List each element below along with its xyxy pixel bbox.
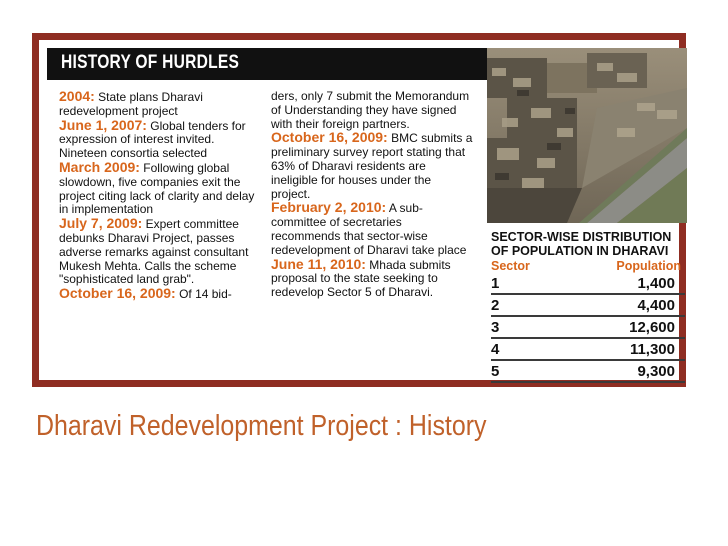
table-row: 2 4,400 <box>491 295 685 317</box>
newspaper-clipping <box>47 48 681 380</box>
column-header-population: Population <box>616 259 681 273</box>
timeline-entry: July 7, 2009: Expert committee debunks Dharavi Project, passes adverse remarks against consultant Mukesh Mehta. Calls the scheme "sophisticated land grab". <box>59 215 249 287</box>
dharavi-aerial-photo <box>487 48 687 223</box>
column-header-sector: Sector <box>491 259 530 273</box>
timeline-entry: 2004: State plans Dharavi redevelopment project <box>59 88 203 118</box>
table-row: 4 11,300 <box>491 339 685 361</box>
table-title: SECTOR-WISE DISTRIBUTION OF POPULATION IN DHARAVI <box>491 230 672 258</box>
table-row: 5 9,300 <box>491 361 685 383</box>
timeline-entry: June 1, 2007: Global tenders for expression of interest invited. Nineteen consortia selected <box>59 116 246 161</box>
clipping-frame <box>32 33 686 387</box>
timeline-entry: June 11, 2010: Mhada submits proposal to the state seeking to redevelop Sector 5 of Dharavi. <box>271 255 451 300</box>
table-header <box>491 259 685 273</box>
slide-caption: Dharavi Redevelopment Project : History <box>36 410 487 442</box>
timeline-entry: October 16, 2009: BMC submits a preliminary survey report stating that 63% of Dharavi residents are ineligible for houses under the project. <box>271 129 473 201</box>
timeline-entry: March 2009: Following global slowdown, five companies exit the project citing lack of clarity and delay in implementation <box>59 158 255 217</box>
timeline-entry: October 16, 2009: Of 14 bid- <box>59 285 232 302</box>
header-band <box>47 48 487 80</box>
timeline-column-2 <box>271 90 473 300</box>
population-table <box>491 230 685 383</box>
timeline-entry: ders, only 7 submit the Memorandum of Understanding they have signed with their foreign partners. <box>271 89 470 131</box>
clipping-header: HISTORY OF HURDLES <box>61 52 240 73</box>
timeline-entry: February 2, 2010: A sub-committee of secretaries recommends that sector-wise redevelopment of Dharavi take place <box>271 199 467 257</box>
table-row: 1 1,400 <box>491 273 685 295</box>
timeline-column-1 <box>59 90 257 302</box>
table-row: 3 12,600 <box>491 317 685 339</box>
